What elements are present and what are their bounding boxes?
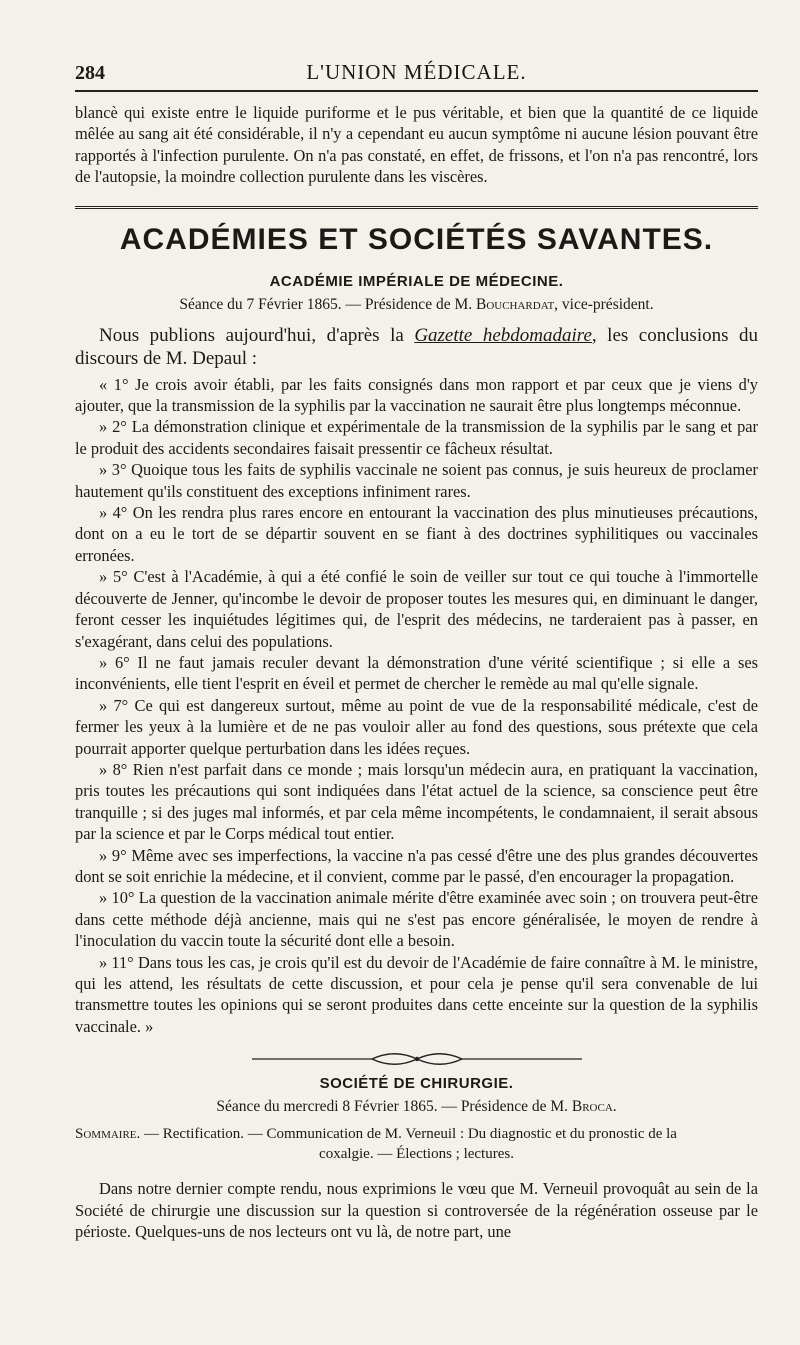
sommaire-text: — Rectification. — Communication de M. Verneuil : Du diagnostic et du pronostic de la xyxy=(140,1126,677,1143)
conclusion-item: » 4° On les rendra plus rares encore en entourant la vaccination des plus minutieuses précautions, dont on a eu le tort de se départir souvent en se fiant à des doctrines syphilitiques ou vaccinales erronées. xyxy=(75,503,758,565)
intro-suffix: , les conclusions du discours de M. Depaul : xyxy=(75,324,759,369)
conclusion-item: « 1° Je crois avoir établi, par les faits consignés dans mon rapport et par ceux que je viens d'y ajouter, que la transmission de la syphilis par la vaccination ne saurait être plus longtemps méconnue. xyxy=(75,374,758,416)
decorative-ornament xyxy=(75,1051,758,1069)
societe-president: Broca xyxy=(571,1098,613,1116)
societe-seance-suffix: . xyxy=(612,1098,617,1116)
header-rule xyxy=(75,90,758,92)
sommaire-line2: coxalgie. — Élections ; lectures. xyxy=(319,1146,514,1163)
conclusion-item: » 7° Ce qui est dangereux surtout, même au point de vue de la responsabilité médicale, c'est de fermer les yeux à la lumière et de ne pas vouloir aller au fond des questions, sous prétexte que cela pourrait apporter quelque perturbation dans les idées reçues. xyxy=(75,695,758,758)
conclusion-item: » 11° Dans tous les cas, je crois qu'il est du devoir de l'Académie de faire connaître à M. le ministre, qui les attend, les résultats de cette discussion, et pour cela je pense qu'il sera convenable de lui transmettre toutes les opinions qui se seront produites dans cette enceinte sur la question de la syphilis vaccinale. » xyxy=(75,952,758,1036)
running-head xyxy=(75,52,758,88)
intro-journal: Gazette hebdomadaire xyxy=(414,324,592,346)
page-number: 284 xyxy=(75,62,105,84)
conclusion-item: » 8° Rien n'est parfait dans ce monde ; mais lorsqu'un médecin aura, en pratiquant la vaccination, pris toutes les précautions qui sont indiquées dans l'état actuel de la science, sa conscience peut être tranquille ; si des juges mal informés, et par cela même incompétents, le condamnaient, il serait absous par la science et par le Corps médical tout entier. xyxy=(75,759,758,844)
societe-seance-prefix: Séance du mercredi 8 Février 1865. — Présidence de M. xyxy=(216,1098,572,1116)
opening-paragraph: blancè qui existe entre le liquide puriforme et le pus véritable, et bien que la quantité de ce liquide mêlée au sang ait été considérable, il n'y a cependant eu aucun symptôme ni aucune lésion pouvant être rapportés à l'infection purulente. On n'a pas constaté, en effet, de frissons, et l'on n'a pas rencontré, lors de l'autopsie, la moindre collection purulente dans les viscères. xyxy=(75,103,758,187)
section-title: ACADÉMIES ET SOCIÉTÉS SAVANTES. xyxy=(119,222,714,256)
academie-title: ACADÉMIE IMPÉRIALE DE MÉDECINE. xyxy=(269,272,564,290)
conclusion-item: » 10° La question de la vaccination animale mérite d'être examinée avec soin ; on trouvera peut-être dans cette méthode déjà ancienne, mais qui ne s'est pas encore généralisée, le moyen de rendre à l'inoculation du vaccin toute la sécurité dont elle a besoin. xyxy=(75,888,758,951)
sommaire-label: Sommaire. xyxy=(75,1126,141,1143)
societe-seance xyxy=(75,1098,758,1116)
societe-paragraph: Dans notre dernier compte rendu, nous exprimions le vœu que M. Verneuil provoquât au sein de la Société de chirurgie une discussion sur la question si controversée de la régénération osseuse par le périoste. Quelques-uns de nos lecteurs ont vu là, de notre part, une xyxy=(75,1179,758,1242)
academie-seance-prefix: Séance du 7 Février 1865. — Présidence de M. xyxy=(179,295,476,313)
academie-intro xyxy=(75,324,758,370)
conclusions-list xyxy=(75,374,758,1038)
conclusion-item: » 9° Même avec ses imperfections, la vaccine n'a pas cessé d'être une des plus grandes découvertes dont se soit enrichie la médecine, et il convient, comme par le passé, d'en encourager la propagation. xyxy=(75,845,758,886)
ornament-flourish-icon xyxy=(252,1051,582,1067)
conclusion-item: » 6° Il ne faut jamais reculer devant la démonstration d'une vérité scientifique ; si elle a ses inconvénients, elle tient l'esprit en éveil et permet de chercher le remède au mal qu'elle signale. xyxy=(75,652,758,694)
sommaire xyxy=(75,1124,758,1164)
academie-seance xyxy=(75,296,758,314)
academie-seance-suffix: , vice-président. xyxy=(554,295,654,313)
section-divider xyxy=(75,206,758,209)
conclusion-item: » 5° C'est à l'Académie, à qui a été confié le soin de veiller sur tout ce qui touche à l'immortelle découverte de Jenner, qu'incombe le devoir de proposer toutes les mesures qui, en diminuant le danger, feront cesser les inquiétudes légitimes qui, de l'esprit des médecins, ne tarderaient pas à passer, en s'exagérant, dans celui des populations. xyxy=(75,567,758,651)
journal-title: L'UNION MÉDICALE. xyxy=(306,60,527,84)
academie-president: Bouchardat xyxy=(475,295,555,313)
intro-prefix: Nous publions aujourd'hui, d'après la xyxy=(99,324,415,346)
conclusion-item: » 2° La démonstration clinique et expérimentale de la transmission de la syphilis par le sang et par le produit des accidents secondaires faisait pressentir ce fâcheux résultat. xyxy=(75,417,758,458)
conclusion-item: » 3° Quoique tous les faits de syphilis vaccinale ne soient pas connus, je suis heureux de proclamer hautement qu'ils constituent des exceptions infiniment rares. xyxy=(75,460,758,501)
societe-title: SOCIÉTÉ DE CHIRURGIE. xyxy=(319,1075,514,1093)
